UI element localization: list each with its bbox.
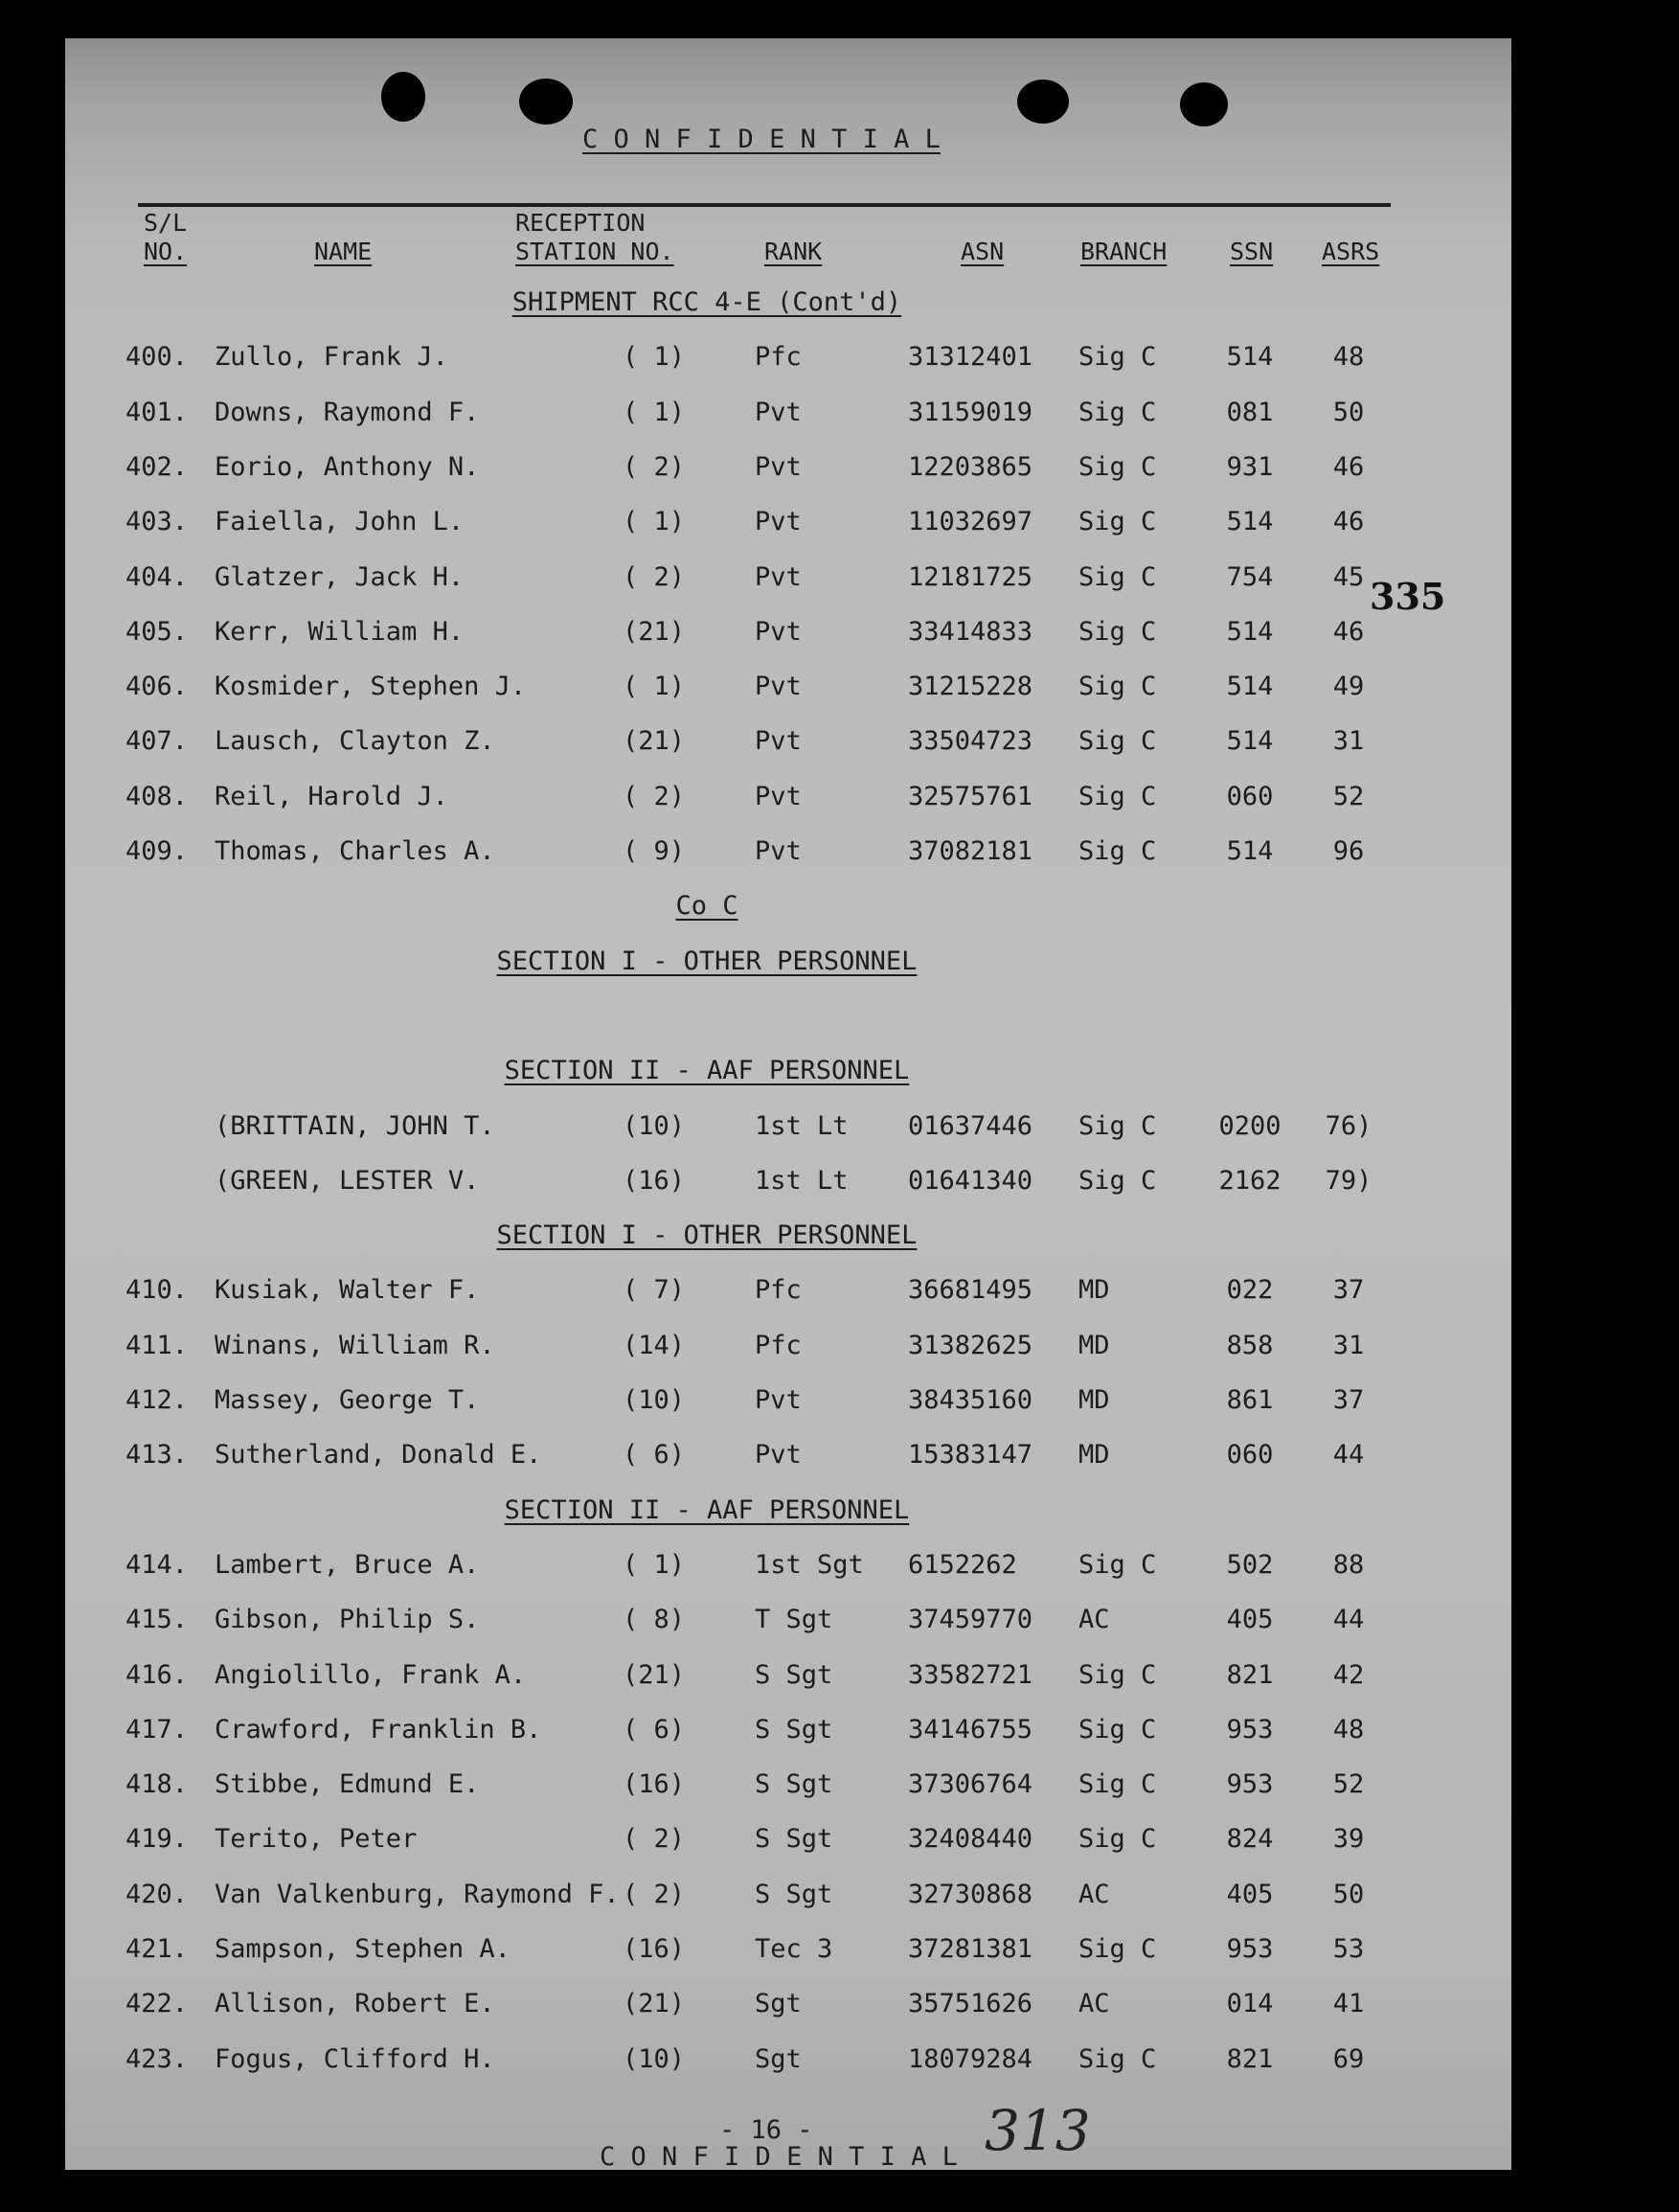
row-station: ( 6) [623, 1715, 686, 1745]
row-asrs: 42 [1332, 1660, 1365, 1690]
row-asrs: 39 [1332, 1824, 1365, 1854]
row-branch: Sig C [1078, 1769, 1157, 1799]
row-name: Glatzer, Jack H. [215, 562, 465, 592]
row-ssn: 754 [1226, 562, 1274, 592]
row-ssn: 081 [1226, 398, 1274, 427]
row-ssn: 858 [1226, 1331, 1274, 1360]
row-sl-number: 402. [125, 452, 189, 482]
row-sl-number: 420. [125, 1880, 189, 1909]
row-name: Sampson, Stephen A. [215, 1934, 511, 1964]
row-name: Massey, George T. [215, 1385, 480, 1415]
row-name: Kosmider, Stephen J. [215, 672, 527, 701]
row-name: Winans, William R. [215, 1331, 495, 1360]
row-name: Crawford, Franklin B. [215, 1715, 542, 1745]
row-branch: Sig C [1078, 1166, 1157, 1196]
row-ssn: 014 [1226, 1989, 1274, 2018]
row-branch: Sig C [1078, 452, 1157, 482]
row-asrs: 46 [1332, 452, 1365, 482]
row-name: Thomas, Charles A. [215, 836, 495, 866]
row-station: ( 9) [623, 836, 686, 866]
row-rank: S Sgt [755, 1660, 833, 1690]
section-heading: SECTION II - AAF PERSONNEL [504, 1056, 910, 1085]
row-asrs: 76) [1325, 1111, 1373, 1141]
row-branch: Sig C [1078, 2044, 1157, 2074]
row-branch: MD [1078, 1440, 1110, 1470]
row-asrs: 31 [1332, 1331, 1365, 1360]
row-sl-number: 416. [125, 1660, 189, 1690]
row-station: (21) [623, 1989, 686, 2018]
row-station: ( 2) [623, 1880, 686, 1909]
row-rank: S Sgt [755, 1769, 833, 1799]
row-asrs: 79) [1325, 1166, 1373, 1196]
row-asrs: 37 [1332, 1275, 1365, 1305]
row-ssn: 2162 [1218, 1166, 1282, 1196]
col-sl-top: S/L [144, 209, 188, 237]
row-asrs: 41 [1332, 1989, 1365, 2018]
row-rank: Pvt [755, 507, 802, 536]
row-ssn: 821 [1226, 1660, 1274, 1690]
row-branch: Sig C [1078, 1824, 1157, 1854]
page-number: - 16 - [719, 2115, 813, 2145]
row-asrs: 46 [1332, 507, 1365, 536]
row-station: (16) [623, 1166, 686, 1196]
row-rank: S Sgt [755, 1715, 833, 1745]
row-station: ( 2) [623, 1824, 686, 1854]
col-branch: BRANCH [1080, 238, 1168, 265]
row-rank: Pvt [755, 782, 802, 811]
row-ssn: 931 [1226, 452, 1274, 482]
col-station-top: RECEPTION [515, 209, 646, 237]
row-station: ( 7) [623, 1275, 686, 1305]
row-asn: 31215228 [908, 672, 1033, 701]
row-name: Allison, Robert E. [215, 1989, 495, 2018]
row-asn: 37281381 [908, 1934, 1033, 1964]
row-rank: Pvt [755, 672, 802, 701]
row-branch: AC [1078, 1605, 1110, 1634]
classification-header: C O N F I D E N T I A L [582, 125, 941, 154]
row-asrs: 37 [1332, 1385, 1365, 1415]
row-asrs: 44 [1332, 1440, 1365, 1470]
row-sl-number: 404. [125, 562, 189, 592]
row-sl-number: 423. [125, 2044, 189, 2074]
punch-hole-4 [1180, 82, 1228, 126]
row-rank: 1st Lt [755, 1166, 849, 1196]
row-rank: Sgt [755, 2044, 802, 2074]
row-station: (10) [623, 1385, 686, 1415]
col-asrs: ASRS [1322, 238, 1380, 265]
row-sl-number: 408. [125, 782, 189, 811]
row-asn: 01641340 [908, 1166, 1033, 1196]
row-branch: Sig C [1078, 836, 1157, 866]
row-sl-number: 413. [125, 1440, 189, 1470]
row-ssn: 953 [1226, 1715, 1274, 1745]
row-asn: 35751626 [908, 1989, 1033, 2018]
row-name: Zullo, Frank J. [215, 342, 448, 372]
row-rank: 1st Lt [755, 1111, 849, 1141]
col-station-bottom: STATION NO. [515, 238, 674, 265]
row-ssn: 824 [1226, 1824, 1274, 1854]
row-sl-number: 411. [125, 1331, 189, 1360]
row-ssn: 514 [1226, 342, 1274, 372]
row-name: Fogus, Clifford H. [215, 2044, 495, 2074]
row-asn: 33582721 [908, 1660, 1033, 1690]
row-rank: S Sgt [755, 1880, 833, 1909]
row-ssn: 953 [1226, 1934, 1274, 1964]
row-branch: Sig C [1078, 672, 1157, 701]
row-asn: 18079284 [908, 2044, 1033, 2074]
section-heading: SHIPMENT RCC 4-E (Cont'd) [511, 287, 902, 317]
row-asn: 32730868 [908, 1880, 1033, 1909]
row-asn: 33504723 [908, 726, 1033, 756]
row-asn: 32575761 [908, 782, 1033, 811]
row-name: Sutherland, Donald E. [215, 1440, 542, 1470]
row-ssn: 953 [1226, 1769, 1274, 1799]
row-sl-number: 412. [125, 1385, 189, 1415]
section-heading: SECTION I - OTHER PERSONNEL [496, 1220, 918, 1250]
row-asrs: 52 [1332, 1769, 1365, 1799]
row-name: Kusiak, Walter F. [215, 1275, 480, 1305]
row-rank: 1st Sgt [755, 1550, 864, 1580]
row-sl-number: 407. [125, 726, 189, 756]
row-sl-number: 405. [125, 617, 189, 647]
row-ssn: 514 [1226, 836, 1274, 866]
row-rank: Pfc [755, 1331, 802, 1360]
punch-hole-2 [519, 79, 573, 125]
row-branch: Sig C [1078, 342, 1157, 372]
row-rank: Sgt [755, 1989, 802, 2018]
row-rank: Pvt [755, 1385, 802, 1415]
row-ssn: 405 [1226, 1880, 1274, 1909]
punch-hole-3 [1017, 80, 1069, 124]
row-branch: MD [1078, 1331, 1110, 1360]
row-sl-number: 421. [125, 1934, 189, 1964]
row-ssn: 060 [1226, 782, 1274, 811]
row-sl-number: 400. [125, 342, 189, 372]
row-asrs: 48 [1332, 1715, 1365, 1745]
row-asn: 37306764 [908, 1769, 1033, 1799]
row-station: ( 2) [623, 452, 686, 482]
section-heading: Co C [675, 891, 738, 921]
row-sl-number: 403. [125, 507, 189, 536]
row-asn: 38435160 [908, 1385, 1033, 1415]
row-sl-number: 410. [125, 1275, 189, 1305]
row-branch: AC [1078, 1989, 1110, 2018]
row-asn: 31382625 [908, 1331, 1033, 1360]
row-name: Kerr, William H. [215, 617, 465, 647]
row-branch: Sig C [1078, 617, 1157, 647]
row-asrs: 53 [1332, 1934, 1365, 1964]
row-ssn: 821 [1226, 2044, 1274, 2074]
row-sl-number: 414. [125, 1550, 189, 1580]
row-ssn: 514 [1226, 617, 1274, 647]
row-branch: Sig C [1078, 562, 1157, 592]
row-rank: Pvt [755, 836, 802, 866]
row-station: ( 1) [623, 507, 686, 536]
row-asn: 6152262 [908, 1550, 1017, 1580]
row-asrs: 46 [1332, 617, 1365, 647]
row-ssn: 514 [1226, 507, 1274, 536]
row-sl-number: 418. [125, 1769, 189, 1799]
row-asrs: 69 [1332, 2044, 1365, 2074]
row-ssn: 0200 [1218, 1111, 1282, 1141]
punch-hole-1 [381, 72, 425, 122]
row-branch: Sig C [1078, 1111, 1157, 1141]
row-station: (16) [623, 1934, 686, 1964]
row-asn: 31159019 [908, 398, 1033, 427]
row-name: Lambert, Bruce A. [215, 1550, 480, 1580]
row-rank: Pvt [755, 1440, 802, 1470]
row-branch: Sig C [1078, 398, 1157, 427]
row-station: ( 8) [623, 1605, 686, 1634]
row-asn: 12181725 [908, 562, 1033, 592]
row-branch: Sig C [1078, 782, 1157, 811]
col-asn: ASN [961, 238, 1005, 265]
row-name: (BRITTAIN, JOHN T. [215, 1111, 495, 1141]
classification-footer: C O N F I D E N T I A L [600, 2142, 958, 2170]
col-rank: RANK [764, 238, 823, 265]
row-sl-number: 417. [125, 1715, 189, 1745]
row-station: ( 1) [623, 672, 686, 701]
row-name: Gibson, Philip S. [215, 1605, 480, 1634]
row-ssn: 514 [1226, 726, 1274, 756]
row-station: (16) [623, 1769, 686, 1799]
row-asrs: 50 [1332, 1880, 1365, 1909]
stamped-number: 335 [1370, 575, 1446, 618]
row-asrs: 48 [1332, 342, 1365, 372]
row-asn: 32408440 [908, 1824, 1033, 1854]
row-station: ( 1) [623, 1550, 686, 1580]
row-rank: Pvt [755, 452, 802, 482]
row-station: (21) [623, 617, 686, 647]
row-rank: Pvt [755, 398, 802, 427]
row-branch: Sig C [1078, 1660, 1157, 1690]
row-asn: 15383147 [908, 1440, 1033, 1470]
row-name: Terito, Peter [215, 1824, 418, 1854]
row-asrs: 88 [1332, 1550, 1365, 1580]
row-rank: Tec 3 [755, 1934, 833, 1964]
col-name: NAME [314, 238, 373, 265]
header-rule [138, 203, 1391, 207]
section-heading: SECTION I - OTHER PERSONNEL [496, 946, 918, 976]
row-name: Faiella, John L. [215, 507, 465, 536]
row-asn: 33414833 [908, 617, 1033, 647]
row-station: (21) [623, 726, 686, 756]
row-ssn: 861 [1226, 1385, 1274, 1415]
row-station: ( 2) [623, 562, 686, 592]
document-page [65, 38, 1511, 2170]
row-asrs: 52 [1332, 782, 1365, 811]
row-station: (10) [623, 2044, 686, 2074]
row-ssn: 022 [1226, 1275, 1274, 1305]
row-asrs: 96 [1332, 836, 1365, 866]
row-ssn: 514 [1226, 672, 1274, 701]
row-branch: MD [1078, 1385, 1110, 1415]
row-sl-number: 422. [125, 1989, 189, 2018]
row-branch: Sig C [1078, 1934, 1157, 1964]
row-sl-number: 406. [125, 672, 189, 701]
row-rank: Pvt [755, 617, 802, 647]
row-sl-number: 409. [125, 836, 189, 866]
row-branch: AC [1078, 1880, 1110, 1909]
row-name: Angiolillo, Frank A. [215, 1660, 527, 1690]
row-asn: 34146755 [908, 1715, 1033, 1745]
row-rank: T Sgt [755, 1605, 833, 1634]
row-asn: 37459770 [908, 1605, 1033, 1634]
row-asn: 37082181 [908, 836, 1033, 866]
row-station: (21) [623, 1660, 686, 1690]
section-heading: SECTION II - AAF PERSONNEL [504, 1495, 910, 1525]
row-asrs: 50 [1332, 398, 1365, 427]
row-asn: 36681495 [908, 1275, 1033, 1305]
row-name: Lausch, Clayton Z. [215, 726, 495, 756]
row-station: ( 2) [623, 782, 686, 811]
row-asrs: 45 [1332, 562, 1365, 592]
row-rank: Pvt [755, 726, 802, 756]
row-rank: S Sgt [755, 1824, 833, 1854]
handwritten-page-number: 313 [985, 2098, 1091, 2163]
col-ssn: SSN [1230, 238, 1274, 265]
row-ssn: 060 [1226, 1440, 1274, 1470]
row-branch: Sig C [1078, 507, 1157, 536]
row-branch: Sig C [1078, 1550, 1157, 1580]
row-asn: 12203865 [908, 452, 1033, 482]
row-sl-number: 415. [125, 1605, 189, 1634]
row-branch: Sig C [1078, 1715, 1157, 1745]
row-rank: Pfc [755, 1275, 802, 1305]
row-station: ( 6) [623, 1440, 686, 1470]
row-asrs: 31 [1332, 726, 1365, 756]
row-branch: MD [1078, 1275, 1110, 1305]
row-ssn: 502 [1226, 1550, 1274, 1580]
row-asrs: 44 [1332, 1605, 1365, 1634]
row-name: Downs, Raymond F. [215, 398, 480, 427]
row-name: Van Valkenburg, Raymond F. [215, 1880, 620, 1909]
col-sl-bottom: NO. [144, 238, 188, 265]
row-sl-number: 401. [125, 398, 189, 427]
row-branch: Sig C [1078, 726, 1157, 756]
row-asn: 11032697 [908, 507, 1033, 536]
row-name: (GREEN, LESTER V. [215, 1166, 480, 1196]
row-name: Reil, Harold J. [215, 782, 448, 811]
row-name: Stibbe, Edmund E. [215, 1769, 480, 1799]
row-asn: 01637446 [908, 1111, 1033, 1141]
row-station: (10) [623, 1111, 686, 1141]
row-asn: 31312401 [908, 342, 1033, 372]
row-station: (14) [623, 1331, 686, 1360]
row-sl-number: 419. [125, 1824, 189, 1854]
row-ssn: 405 [1226, 1605, 1274, 1634]
row-name: Eorio, Anthony N. [215, 452, 480, 482]
row-rank: Pvt [755, 562, 802, 592]
row-asrs: 49 [1332, 672, 1365, 701]
row-station: ( 1) [623, 342, 686, 372]
row-station: ( 1) [623, 398, 686, 427]
row-rank: Pfc [755, 342, 802, 372]
